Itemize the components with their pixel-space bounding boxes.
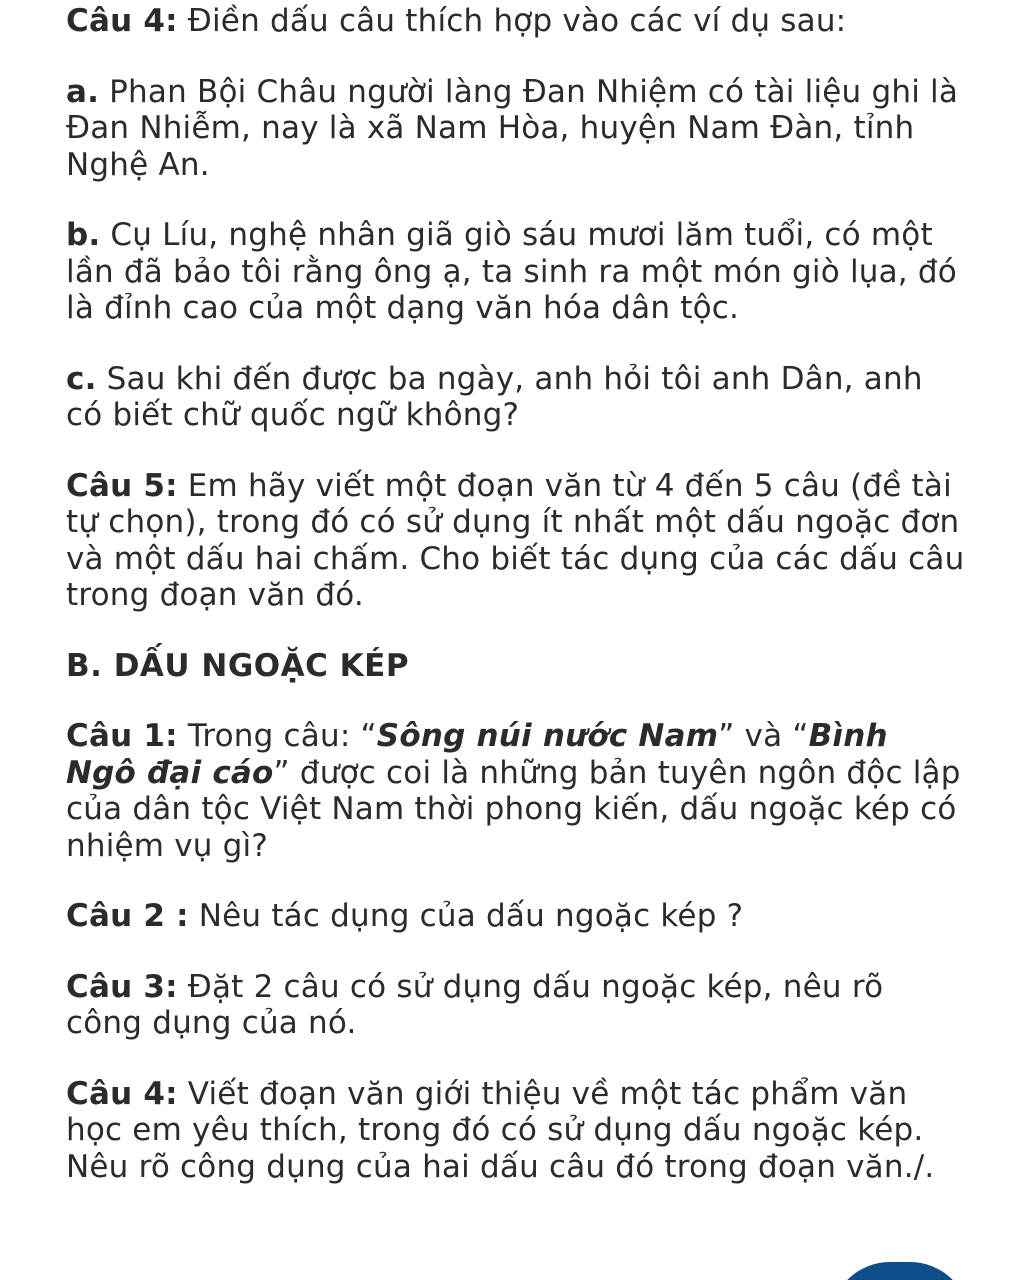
question-text-pre: Trong câu: “ (177, 718, 377, 754)
document-body (66, 0, 966, 1185)
spacer (66, 434, 966, 468)
question-text: Nêu tác dụng của dấu ngoặc kép ? (188, 898, 744, 934)
example-text: Phan Bội Châu người làng Đan Nhiệm có tài liệu ghi là Đan Nhiễm, nay là xã Nam Hòa, huyện Nam Đàn, tỉnh Nghệ An. (66, 73, 959, 183)
floating-action-button[interactable] (830, 1262, 970, 1280)
question-4-punctuation (66, 3, 966, 40)
work-title-song-nui-nuoc-nam: Sông núi nước Nam (376, 718, 719, 754)
section-b-question-4 (66, 1076, 966, 1186)
spacer (66, 183, 966, 217)
spacer (66, 684, 966, 718)
question-text: Đặt 2 câu có sử dụng dấu ngoặc kép, nêu rõ công dụng của nó. (66, 968, 884, 1041)
spacer (66, 864, 966, 898)
question-text: Em hãy viết một đoạn văn từ 4 đến 5 câu (đề tài tự chọn), trong đó có sử dụng ít nhất một dấu ngoặc đơn và một dấu hai chấm. Cho biết tác dụng của các dấu câu trong đoạn văn đó. (66, 467, 965, 613)
question-text: Điền dấu câu thích hợp vào các ví dụ sau: (177, 3, 847, 39)
spacer (66, 1042, 966, 1076)
example-label: a. (66, 73, 100, 110)
question-label: Câu 1: (66, 718, 178, 754)
spacer (66, 935, 966, 969)
question-text-mid: ” và “ (718, 718, 809, 754)
question-text: Viết đoạn văn giới thiệu về một tác phẩm văn học em yêu thích, trong đó có sử dụng dấu ngoặc kép. Nêu rõ công dụng của hai dấu câu đó trong đoạn văn./. (66, 1075, 935, 1185)
question-label: Câu 3: (66, 968, 178, 1005)
question-label: Câu 4: (66, 3, 178, 39)
example-text: Sau khi đến được ba ngày, anh hỏi tôi anh Dân, anh có biết chữ quốc ngữ không? (66, 360, 923, 433)
work-title-binh-ngo-dai-cao: Bình Ngô đại cáo (66, 718, 888, 791)
question-label: Câu 2 : (66, 898, 189, 934)
spacer (66, 327, 966, 361)
example-b (66, 217, 966, 327)
example-c (66, 361, 966, 434)
question-label: Câu 4: (66, 1075, 178, 1112)
example-label: c. (66, 360, 97, 397)
section-b-heading: B. DẤU NGOẶC KÉP (66, 647, 410, 684)
spacer (66, 40, 966, 74)
section-b-question-2 (66, 898, 966, 935)
example-label: b. (66, 217, 101, 253)
question-5-paragraph (66, 468, 966, 614)
section-b-question-3 (66, 969, 966, 1042)
question-text-post: ” được coi là những bản tuyên ngôn độc lập của dân tộc Việt Nam thời phong kiến, dấu ngoặc kép có nhiệm vụ gì? (66, 754, 961, 864)
section-b-question-1 (66, 718, 966, 864)
question-label: Câu 5: (66, 467, 178, 504)
spacer (66, 614, 966, 648)
example-text: Cụ Líu, nghệ nhân giã giò sáu mươi lăm tuổi, có một lần đã bảo tôi rằng ông ạ, ta sinh ra một món giò lụa, đó là đỉnh cao của một dạng văn hóa dân tộc. (66, 217, 957, 326)
example-a (66, 74, 966, 184)
